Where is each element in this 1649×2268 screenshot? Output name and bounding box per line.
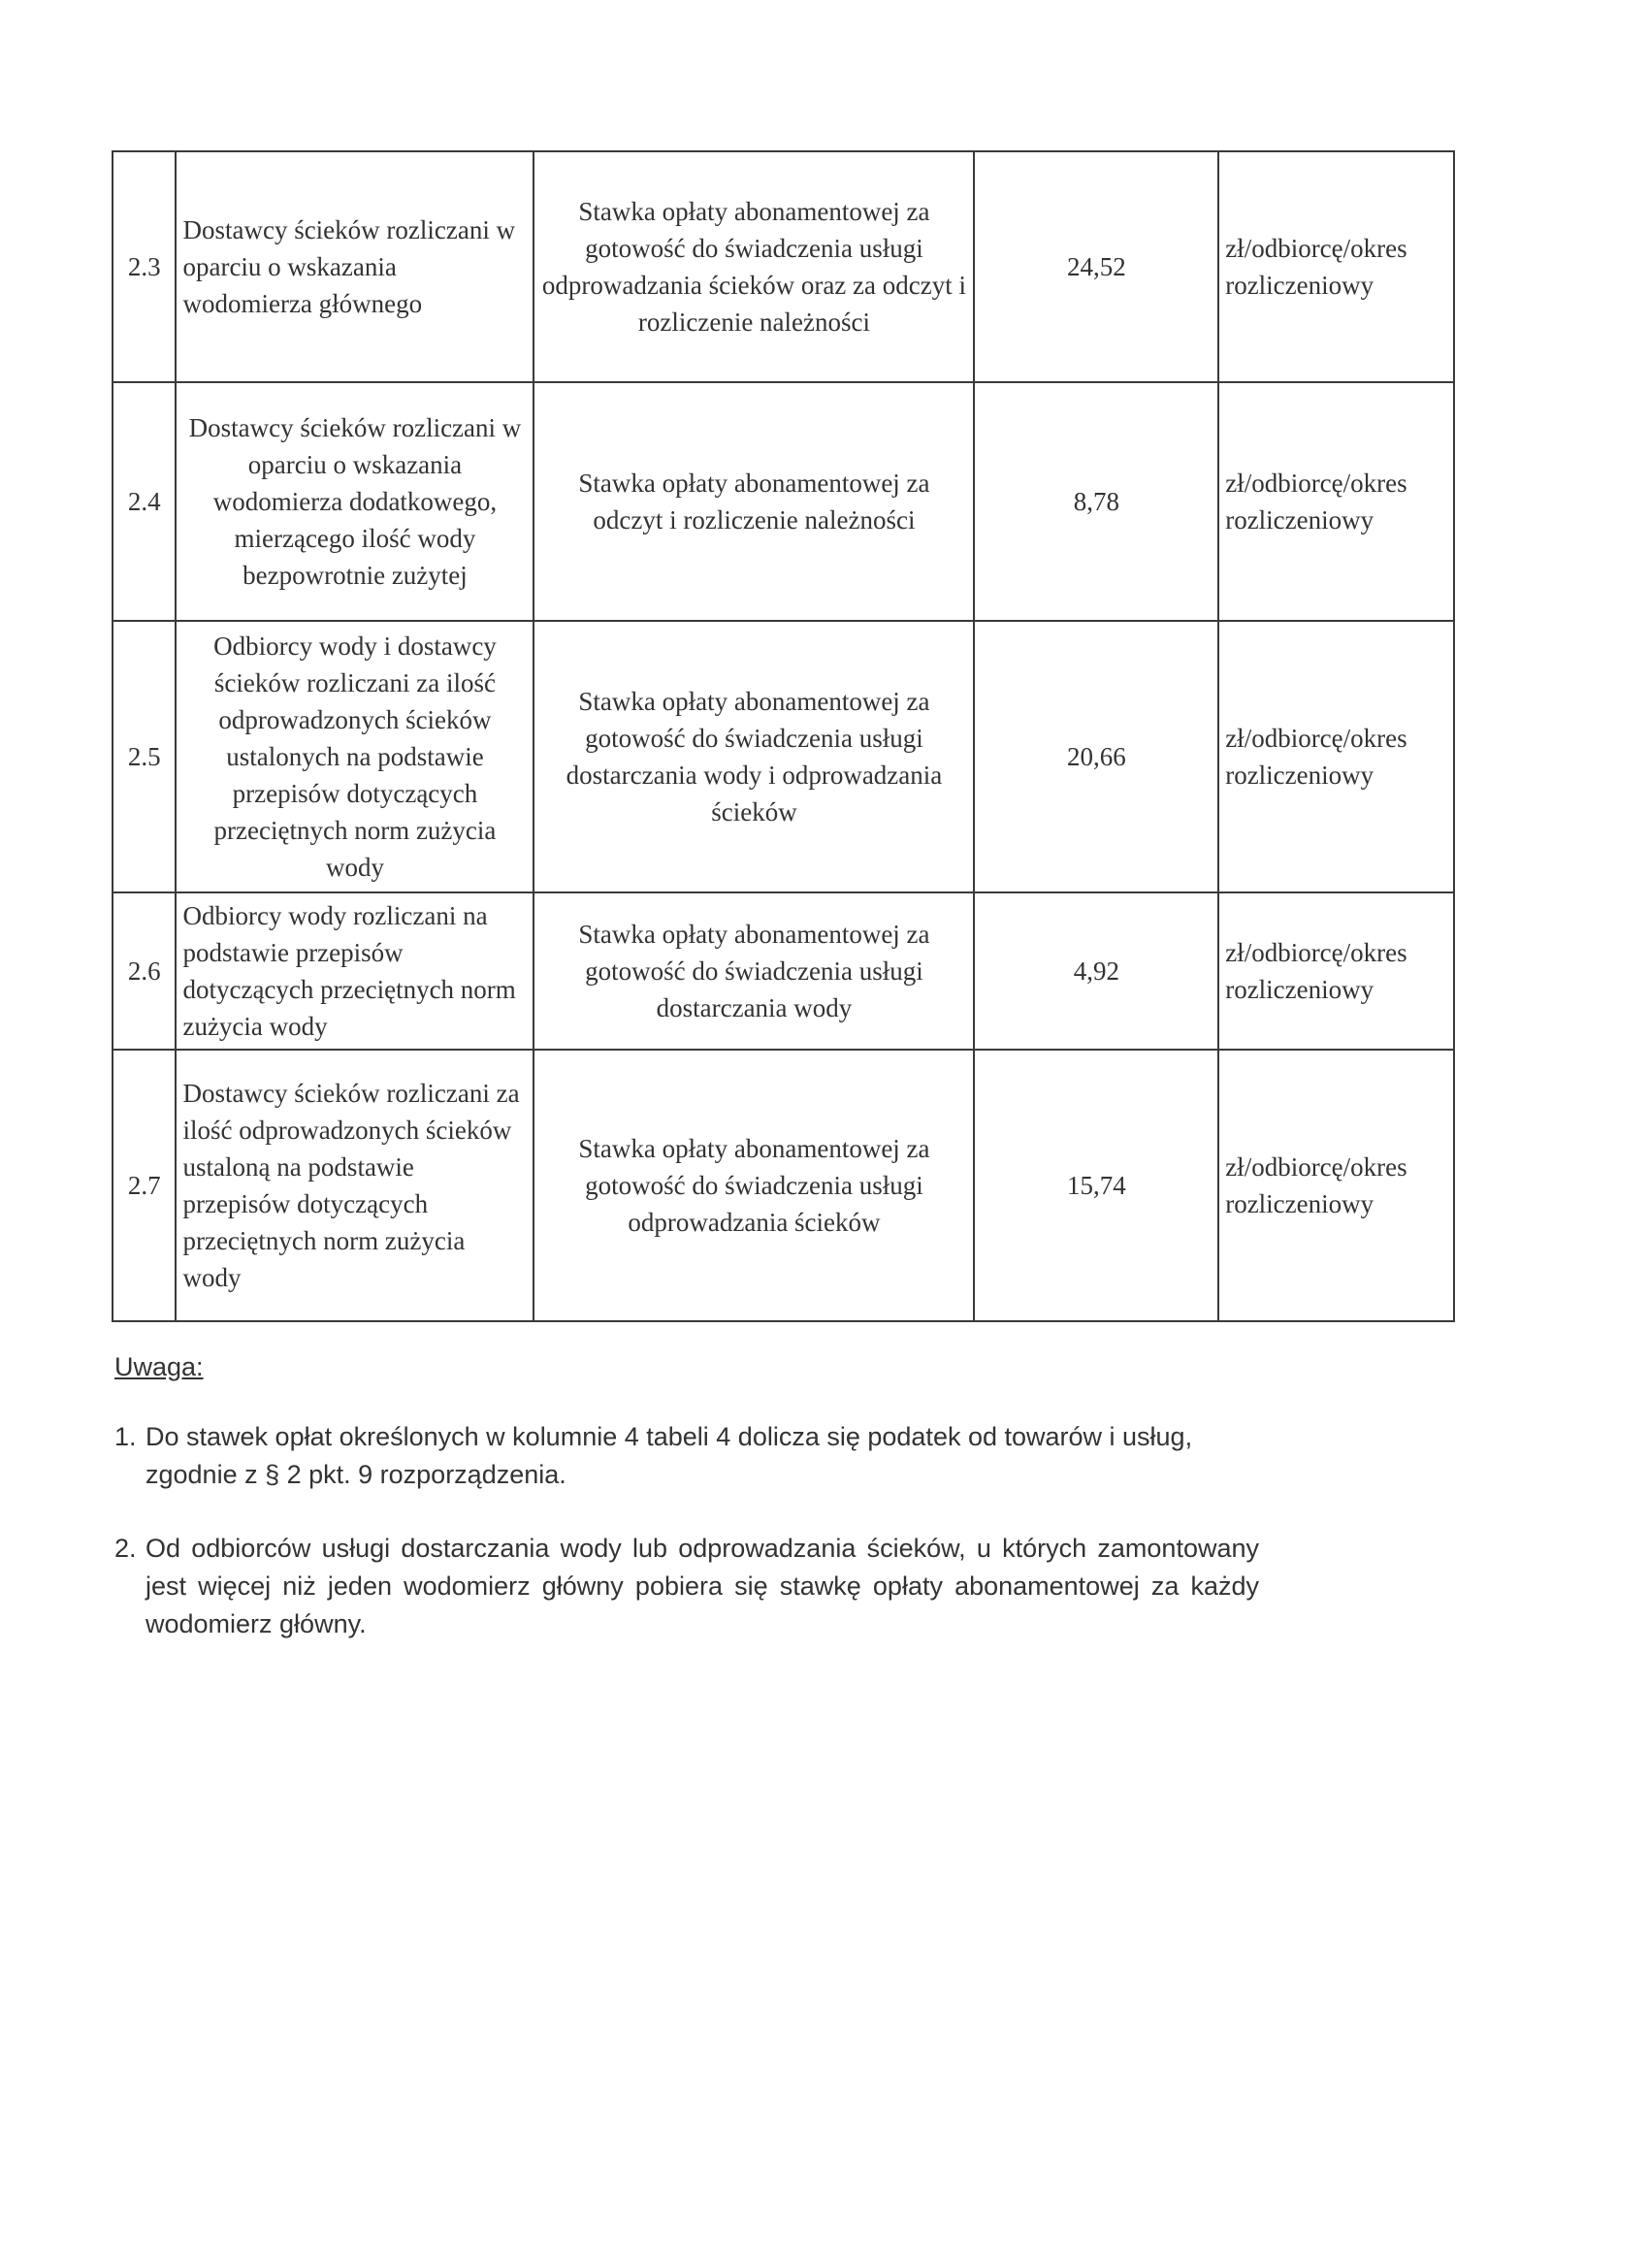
row-number: 2.5 (113, 621, 176, 892)
row-fee-type: Stawka opłaty abonamentowej za odczyt i rozliczenie należności (534, 382, 974, 621)
row-number: 2.3 (113, 151, 176, 382)
row-description: Dostawcy ścieków rozliczani w oparciu o wskazania wodomierza głównego (176, 151, 534, 382)
note-text: Do stawek opłat określonych w kolumnie 4 tabeli 4 dolicza się podatek od towarów i usług, zgodnie z § 2 pkt. 9 rozporządzenia. (146, 1422, 1193, 1489)
row-fee-type: Stawka opłaty abonamentowej za gotowość do świadczenia usługi dostarczania wody (534, 892, 974, 1050)
row-number: 2.6 (113, 892, 176, 1050)
notes-title: Uwaga: (114, 1352, 204, 1381)
note-number: 1. (114, 1422, 137, 1451)
row-value: 15,74 (974, 1050, 1218, 1321)
row-value: 8,78 (974, 382, 1218, 621)
row-value: 4,92 (974, 892, 1218, 1050)
note-number: 2. (114, 1534, 137, 1563)
row-unit: zł/odbiorcę/okres rozliczeniowy (1218, 382, 1454, 621)
notes-section (114, 1348, 1259, 1679)
row-unit: zł/odbiorcę/okres rozliczeniowy (1218, 621, 1454, 892)
note-text: Od odbiorców usługi dostarczania wody lub odprowadzania ścieków, u których zamontowany jest więcej niż jeden wodomierz główny pobiera się stawkę opłaty abonamentowej za każdy wodomierz główny. (146, 1534, 1259, 1638)
tariff-table (112, 150, 1455, 1322)
table-row (113, 621, 1454, 892)
row-description: Dostawcy ścieków rozliczani w oparciu o wskazania wodomierza dodatkowego, mierzącego ilość wody bezpowrotnie zużytej (176, 382, 534, 621)
row-value: 20,66 (974, 621, 1218, 892)
table-row (113, 1050, 1454, 1321)
row-unit: zł/odbiorcę/okres rozliczeniowy (1218, 1050, 1454, 1321)
row-fee-type: Stawka opłaty abonamentowej za gotowość do świadczenia usługi odprowadzania ścieków (534, 1050, 974, 1321)
row-value: 24,52 (974, 151, 1218, 382)
row-number: 2.4 (113, 382, 176, 621)
row-fee-type: Stawka opłaty abonamentowej za gotowość do świadczenia usługi dostarczania wody i odprowadzania ścieków (534, 621, 974, 892)
note-item (114, 1530, 1259, 1643)
row-description: Dostawcy ścieków rozliczani za ilość odprowadzonych ścieków ustaloną na podstawie przepisów dotyczących przeciętnych norm zużycia wody (176, 1050, 534, 1321)
row-description: Odbiorcy wody i dostawcy ścieków rozliczani za ilość odprowadzonych ścieków ustalonych na podstawie przepisów dotyczących przeciętnych norm zużycia wody (176, 621, 534, 892)
table-row (113, 151, 1454, 382)
row-description: Odbiorcy wody rozliczani na podstawie przepisów dotyczących przeciętnych norm zużycia wody (176, 892, 534, 1050)
row-number: 2.7 (113, 1050, 176, 1321)
row-fee-type: Stawka opłaty abonamentowej za gotowość do świadczenia usługi odprowadzania ścieków oraz za odczyt i rozliczenie należności (534, 151, 974, 382)
table-row (113, 892, 1454, 1050)
row-unit: zł/odbiorcę/okres rozliczeniowy (1218, 151, 1454, 382)
note-item (114, 1418, 1259, 1494)
table-row (113, 382, 1454, 621)
row-unit: zł/odbiorcę/okres rozliczeniowy (1218, 892, 1454, 1050)
